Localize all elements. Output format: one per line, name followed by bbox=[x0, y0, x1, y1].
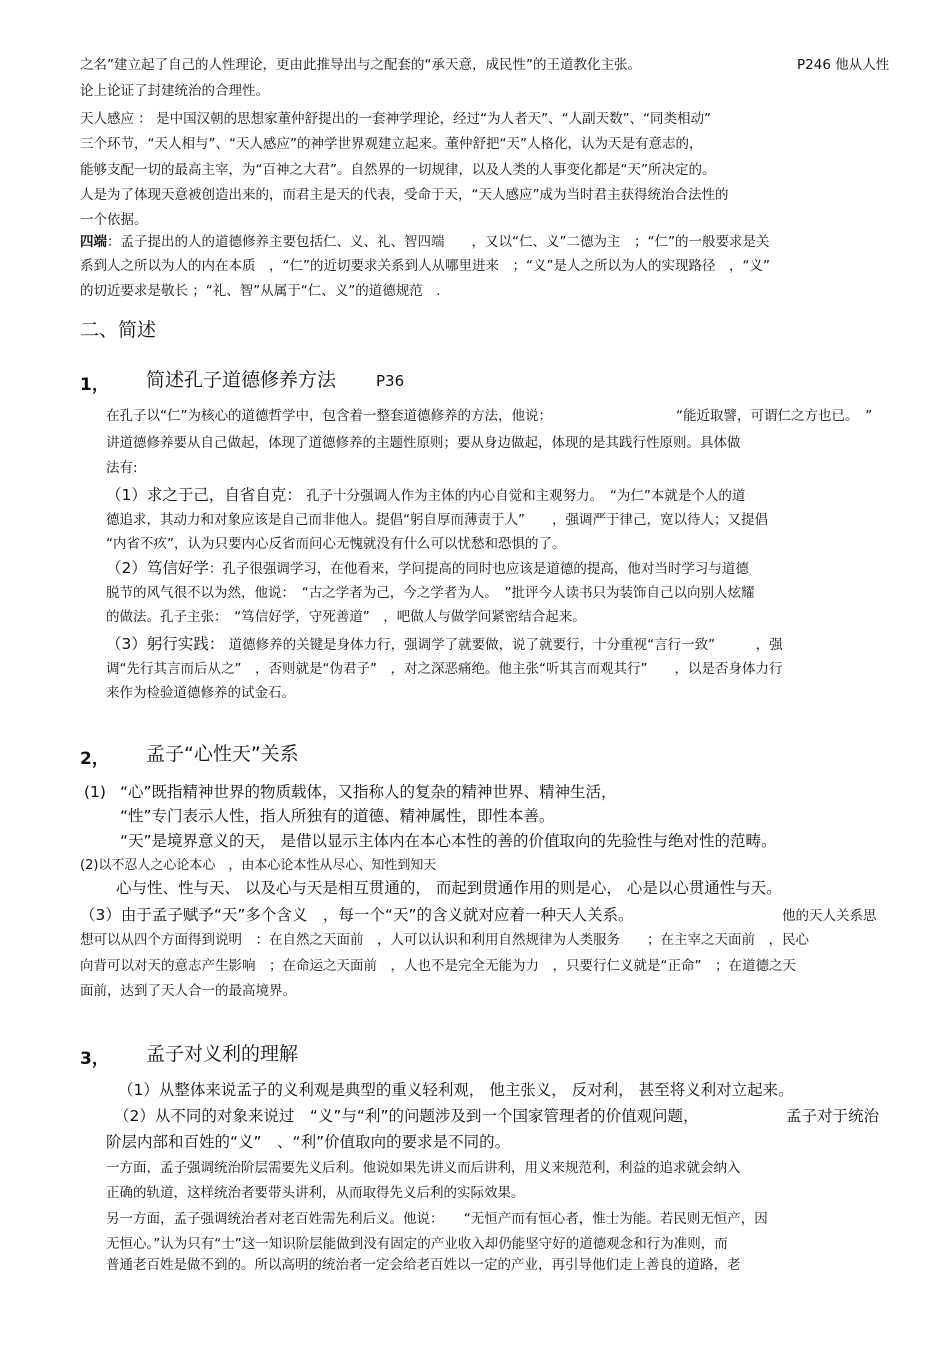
q1-method-2-line-2: 脱节的风气很不以为然，他说： “古之学者为己，今之学者为人。 ”批评今人读书只为装饰自己以向别人炫耀 bbox=[106, 585, 755, 601]
q2-point-3-line-4: 面前，达到了天人合一的最高境界。 bbox=[80, 983, 296, 999]
tianren-line-5: 一个依据。 bbox=[80, 212, 148, 228]
q1-method-3 bbox=[106, 634, 783, 654]
intro-line-2: 论上论证了封建统治的合理性。 bbox=[80, 83, 269, 99]
q2-point-1-line-3: “天”是境界意义的天， 是借以显示主体内在本心本性的善的价值取向的先验性与绝对性的范畴。 bbox=[120, 832, 777, 850]
page-reference: P246 他从人性 bbox=[797, 57, 890, 73]
siduan-term: 四端 bbox=[80, 234, 107, 250]
q1-method-2 bbox=[106, 558, 749, 578]
q1-method-1 bbox=[106, 485, 745, 505]
q3-point-2-line-2: 阶层内部和百姓的“义” 、“利”价值取向的要求是不同的。 bbox=[106, 1133, 511, 1151]
q1-para-2: 讲道德修养要从自己做起，体现了道德修养的主题性原则；要从身边做起，体现的是其践行性原则。具体做 bbox=[106, 435, 741, 451]
q3-point-1: （1）从整体来说孟子的义利观是典型的重义轻利观， 他主张义， 反对利， 甚至将义利对立起来。 bbox=[118, 1081, 794, 1099]
question-1-ref: P36 bbox=[376, 372, 405, 390]
q2-point-3-lead: （3）由于孟子赋予“天”多个含义 ，每一个“天”的含义就对应着一种天人关系。 bbox=[80, 906, 634, 924]
q1-method-2-text: ：孔子很强调学习，在他看来，学问提高的同时也应该是道德的提高，他对当时学习与道德 bbox=[208, 561, 749, 577]
q1-para-3: 法有: bbox=[106, 460, 138, 476]
q2-point-3-line-2: 想可以从四个方面得到说明 ：在自然之天面前 ，人可以认识和利用自然规律为人类服务 ；在主宰之天面前 ，民心 bbox=[80, 932, 809, 948]
siduan-line-1-text: ：孟子提出的人的道德修养主要包括仁、义、礼、智四端 ，又以“仁、义”二德为主 ；“仁”的一般要求是关 bbox=[107, 234, 770, 250]
q2-point-3-line-3: 向背可以对天的意志产生影响 ；在命运之天面前 ，人也不是完全无能为力 ，只要行仁义就是“正命” ；在道德之天 bbox=[80, 958, 796, 974]
question-1-number: 1， bbox=[80, 375, 109, 395]
q3-para-3-line-2: 正确的轨道，这样统治者要带头讲利，从而取得先义后利的实际效果。 bbox=[106, 1185, 525, 1201]
q1-para-1: 在孔子以“仁”为核心的道德哲学中，包含着一整套道德修养的方法，他说： bbox=[106, 408, 552, 424]
q1-method-3-line-3: 来作为检验道德修养的试金石。 bbox=[106, 685, 295, 701]
q1-method-2-line-3: 的做法。孔子主张： “笃信好学，守死善道” ，吧做人与做学问紧密结合起来。 bbox=[106, 609, 586, 625]
q1-quote: “能近取譬，可谓仁之方也已。 ” bbox=[676, 408, 873, 424]
q3-para-4-line-2: 无恒心。”认为只有“士”这一知识阶层能做到没有固定的产业收入却仍能坚守好的道德观念和行为准则，而 bbox=[106, 1236, 728, 1252]
q3-para-4-line-3: 普通老百姓是做不到的。所以高明的统治者一定会给老百姓以一定的产业，再引导他们走上善良的道路，老 bbox=[106, 1257, 741, 1273]
q3-para-4-line-1: 另一方面，孟子强调统治者对老百姓需先利后义。他说： “无恒产而有恒心者，惟士为能。若民则无恒产，因 bbox=[106, 1211, 768, 1227]
question-3-number: 3， bbox=[80, 1049, 109, 1069]
tianren-line-4: 人是为了体现天意被创造出来的，而君主是天的代表，受命于天，“天人感应”成为当时君主获得统治合法性的 bbox=[80, 187, 729, 203]
q3-point-2-line-1: （2）从不同的对象来说过 “义”与“利”的问题涉及到一个国家管理者的价值观问题， bbox=[114, 1107, 699, 1125]
section-title: 二、简述 bbox=[80, 319, 157, 341]
question-1-title: 简述孔子道德修养方法 bbox=[146, 369, 337, 391]
q1-method-3-text: 道德修养的关键是身体力行，强调学了就要做，说了就要行，十分重视“言行一致” ，强 bbox=[228, 637, 783, 653]
q2-point-2-line-1: (2)以不忍人之心论本心 ，由本心论本性从尽心、知性到知天 bbox=[80, 858, 437, 873]
tianren-line-1: 天人感应 ： 是中国汉朝的思想家董仲舒提出的一套神学理论，经过“为人者天”、“人副天数”、“同类相动” bbox=[80, 111, 712, 127]
question-2-title: 孟子“心性天”关系 bbox=[146, 743, 299, 765]
q2-point-2-line-2: 心与性、性与天、 以及心与天是相互贯通的， 而起到贯通作用的则是心， 心是以心贯通性与天。 bbox=[116, 879, 782, 897]
q1-method-2-heading: （2）笃信好学 bbox=[106, 559, 209, 577]
siduan-line-1 bbox=[80, 233, 769, 251]
siduan-line-2: 系到人之所以为人的内在本质 ，“仁”的近切要求关系到人从哪里进来 ；“义”是人之所以为人的实现路径 ，“义” bbox=[80, 258, 770, 274]
q1-method-3-heading: （3）躬行实践： bbox=[106, 635, 225, 653]
question-3-title: 孟子对义利的理解 bbox=[146, 1043, 299, 1065]
question-2-number: 2， bbox=[80, 749, 109, 769]
q1-method-3-line-2: 调“先行其言而后从之” ，否则就是“伪君子” ，对之深恶痛绝。他主张“听其言而观其行” ，以是否身体力行 bbox=[106, 661, 783, 677]
q2-point-1-line-1: “心”既指精神世界的物质载体，又指称人的复杂的精神世界、精神生活， bbox=[120, 783, 617, 801]
q2-point-3-tail: 他的天人关系思 bbox=[782, 908, 877, 924]
siduan-line-3: 的切近要求是敬长 ；“礼、智”从属于“仁、义”的道德规范 . bbox=[80, 283, 441, 299]
q1-method-1-heading: （1）求之于己，自省自克： bbox=[106, 486, 302, 504]
q1-method-1-line-2: 德追求，其动力和对象应该是自己而非他人。提倡“躬自厚而薄责于人” ，强调严于律己，宽以待人；又提倡 bbox=[106, 512, 768, 528]
q2-point-1-number: (1) bbox=[84, 783, 106, 801]
tianren-line-2: 三个环节，“天人相与”、“天人感应”的神学世界观建立起来。董仲舒把“天”人格化，认为天是有意志的， bbox=[80, 136, 703, 152]
q1-method-1-line-3: “内省不疚”，认为只要内心反省而问心无愧就没有什么可以忧愁和恐惧的了。 bbox=[106, 536, 566, 552]
q3-para-3-line-1: 一方面，孟子强调统治阶层需要先义后利。他说如果先讲义而后讲利，用义来规范利，利益的追求就会纳入 bbox=[106, 1160, 741, 1176]
q1-method-1-text: 孔子十分强调人作为主体的内心自觉和主观努力。 “为仁”本就是个人的道 bbox=[306, 488, 746, 504]
q2-point-1-line-2: “性”专门表示人性，指人所独有的道德、精神属性，即性本善。 bbox=[120, 807, 555, 825]
q3-point-2-tail: 孟子对于统治 bbox=[786, 1107, 880, 1125]
tianren-line-3: 能够支配一切的最高主宰，为“百神之大君”。自然界的一切规律，以及人类的人事变化都是“天”所决定的。 bbox=[80, 162, 716, 178]
intro-line-1: 之名”建立起了自己的人性理论，更由此推导出与之配套的“承天意，成民性”的王道教化主张。 bbox=[80, 57, 641, 73]
